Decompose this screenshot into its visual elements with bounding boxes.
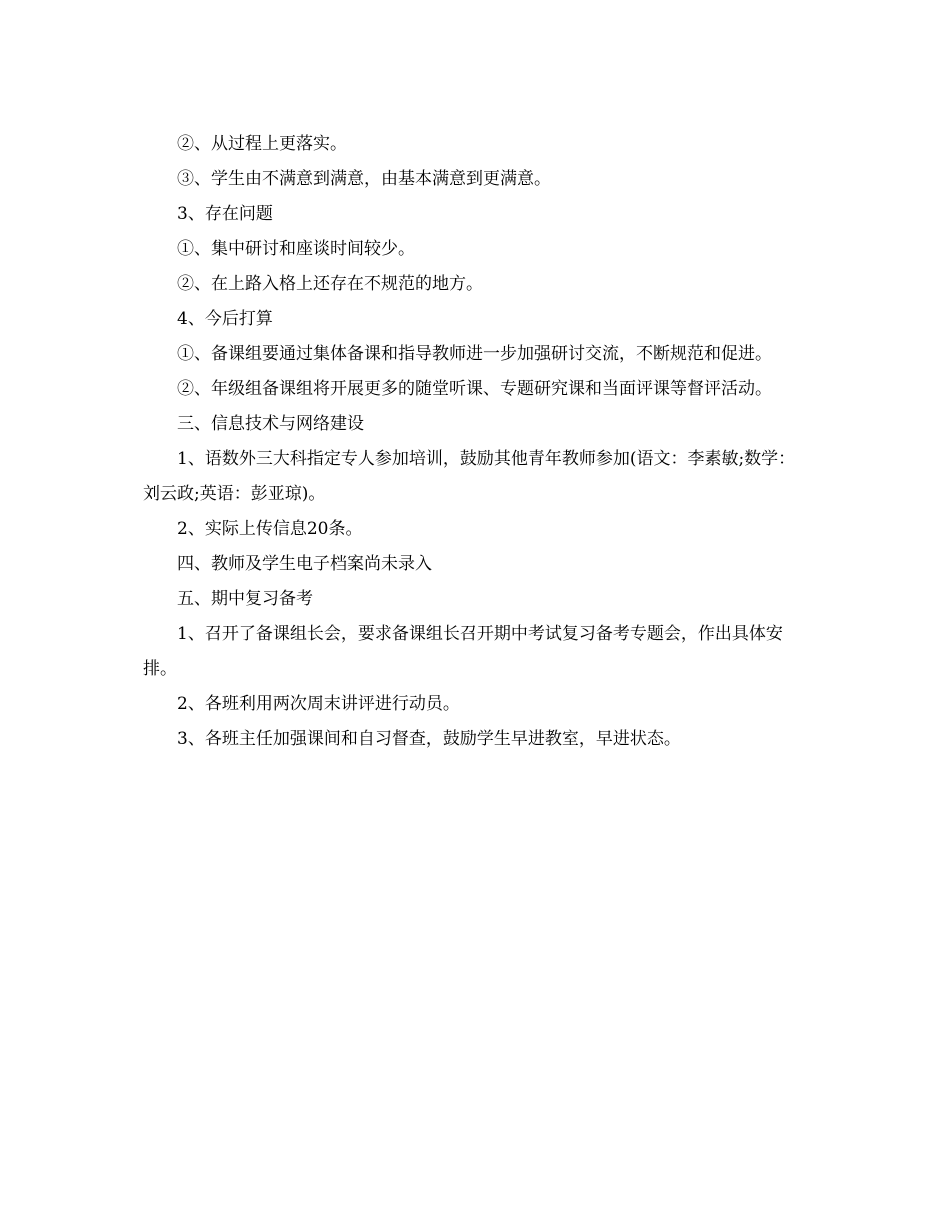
paragraph: ③、学生由不满意到满意，由基本满意到更满意。 xyxy=(177,169,551,189)
section-heading: 四、教师及学生电子档案尚未录入 xyxy=(177,554,432,574)
paragraph: 2、各班利用两次周末讲评进行动员。 xyxy=(177,694,460,714)
section-heading: 三、信息技术与网络建设 xyxy=(177,414,364,434)
document-body xyxy=(143,127,806,757)
paragraph: 1、召开了备课组长会，要求备课组长召开期中考试复习备考专题会，作出具体安排。 xyxy=(143,624,783,679)
paragraph: 1、语数外三大科指定专人参加培训，鼓励其他青年教师参加(语文：李素敏;数学：刘云政;英语：彭亚琼)。 xyxy=(143,449,796,504)
paragraph: ②、在上路入格上还存在不规范的地方。 xyxy=(177,274,483,294)
paragraph: ②、从过程上更落实。 xyxy=(177,134,347,154)
paragraph: 3、各班主任加强课间和自习督查，鼓励学生早进教室，早进状态。 xyxy=(177,729,681,749)
section-heading: 4、今后打算 xyxy=(177,309,273,329)
paragraph: ②、年级组备课组将开展更多的随堂听课、专题研究课和当面评课等督评活动。 xyxy=(177,379,772,399)
paragraph: 2、实际上传信息20条。 xyxy=(177,519,363,539)
paragraph: ①、集中研讨和座谈时间较少。 xyxy=(177,239,415,259)
section-heading: 五、期中复习备考 xyxy=(177,589,313,609)
paragraph: ①、备课组要通过集体备课和指导教师进一步加强研讨交流，不断规范和促进。 xyxy=(177,344,772,364)
section-heading: 3、存在问题 xyxy=(177,204,273,224)
